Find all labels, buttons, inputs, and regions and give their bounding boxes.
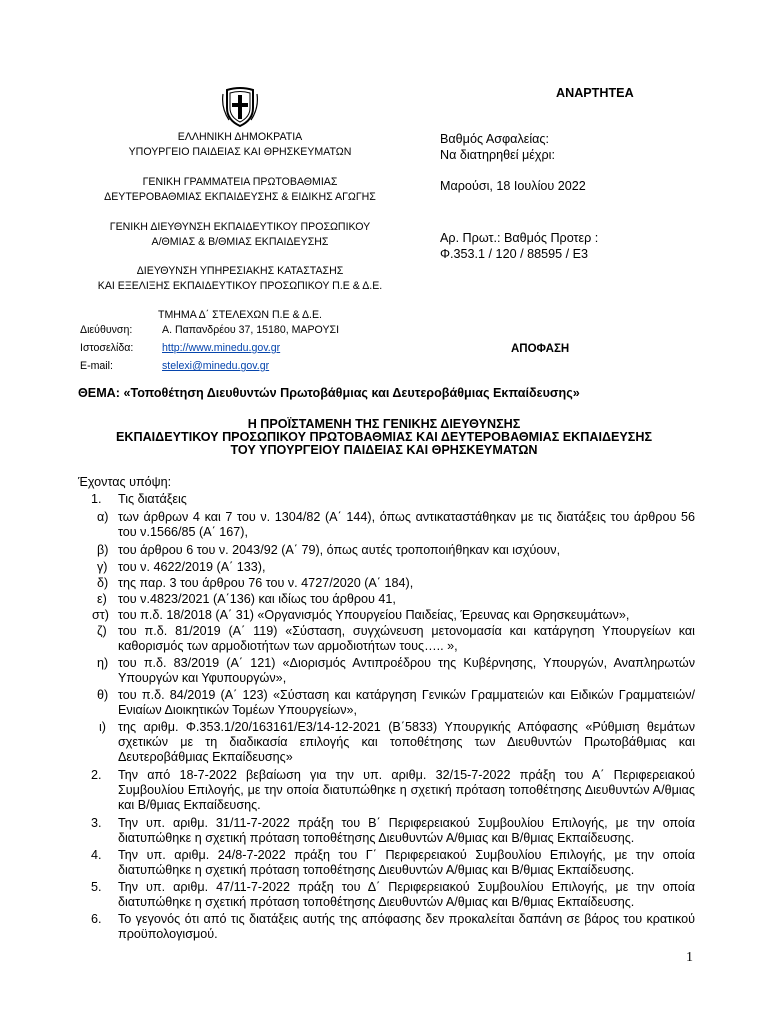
item-text: Τις διατάξεις — [118, 492, 187, 506]
document-type: ΑΠΟΦΑΣΗ — [511, 343, 570, 355]
sub-item-marker: δ) — [97, 576, 109, 590]
item-number: 6. — [91, 912, 102, 926]
item-text: Την από 18-7-2022 βεβαίωση για την υπ. αριθμ. 32/15-7-2022 πράξη του Α΄ Περιφερειακού Συμβουλίου Επιλογής, με την οποία διατυπώθηκε η σχετική πρόταση τοποθέτησης Διευθυντών Α/θμιας και Β/θμιας Εκπαίδευσης. — [118, 768, 695, 812]
item-number: 2. — [91, 768, 102, 782]
sub-item-text: του π.δ. 84/2019 (Α΄ 123) «Σύσταση και κατάργηση Γενικών Γραμματειών και Ειδικών Γραμματειών/Ενιαίων Διοικητικών Τομέων Υπουργείων», — [118, 688, 695, 717]
sub-item-marker: ι) — [99, 720, 106, 734]
sub-item-text: του ν. 4622/2019 (Α΄ 133), — [118, 560, 266, 574]
sub-item-marker: ζ) — [97, 624, 107, 638]
address-value: Α. Παπανδρέου 37, 15180, ΜΑΡΟΥΣΙ — [162, 324, 340, 336]
security-level: Βαθμός Ασφαλείας: — [440, 132, 549, 146]
sender-division-2: ΚΑΙ ΕΞΕΛΙΞΗΣ ΕΚΠΑΙΔΕΥΤΙΚΟΥ ΠΡΟΣΩΠΙΚΟΥ Π.Ε & Δ.Ε. — [97, 280, 383, 292]
item-number: 5. — [91, 880, 102, 894]
website-link[interactable]: http://www.minedu.gov.gr — [162, 342, 281, 354]
sender-directorate-1: ΓΕΝΙΚΗ ΔΙΕΥΘΥΝΣΗ ΕΚΠΑΙΔΕΥΤΙΚΟΥ ΠΡΟΣΩΠΙΚΟΥ — [109, 221, 371, 233]
sender-ministry: ΥΠΟΥΡΓΕΙΟ ΠΑΙΔΕΙΑΣ ΚΑΙ ΘΡΗΣΚΕΥΜΑΤΩΝ — [128, 146, 352, 158]
sender-secretariat-2: ΔΕΥΤΕΡΟΒΑΘΜΙΑΣ ΕΚΠΑΙΔΕΥΣΗΣ & ΕΙΔΙΚΗΣ ΑΓΩΓΗΣ — [104, 191, 376, 203]
sub-item-marker: γ) — [97, 560, 108, 574]
sub-item-text: της παρ. 3 του άρθρου 76 του ν. 4727/2020 (Α΄ 184), — [118, 576, 414, 590]
contact-block — [0, 322, 400, 372]
website-label: Ιστοσελίδα: — [80, 342, 134, 354]
sub-item-marker: α) — [97, 510, 109, 524]
sender-country: ΕΛΛΗΝΙΚΗ ΔΗΜΟΚΡΑΤΙΑ — [177, 131, 303, 143]
item-text: Την υπ. αριθμ. 24/8-7-2022 πράξη του Γ΄ Περιφερειακού Συμβουλίου Επιλογής, με την οποία διατυπώθηκε η σχετική πρόταση τοποθέτησης Διευθυντών Α/θμιας και Β/θμιας Εκπαίδευσης. — [118, 848, 695, 877]
sub-item-marker: στ) — [92, 608, 109, 622]
email-link[interactable]: stelexi@minedu.gov.gr — [162, 360, 270, 372]
considerations-list — [0, 492, 768, 942]
stamp-label: ΑΝΑΡΤΗΤΕΑ — [556, 86, 634, 100]
protocol-label: Αρ. Πρωτ.: Βαθμός Προτερ : — [440, 231, 599, 245]
sub-item-text: του άρθρου 6 του ν. 2043/92 (Α΄ 79), όπως αυτές τροποποιήθηκαν και ισχύουν, — [118, 543, 561, 557]
sub-item-marker: η) — [97, 656, 109, 670]
item-text: Το γεγονός ότι από τις διατάξεις αυτής της απόφασης δεν προκαλείται δαπάνη σε βάρος του κρατικού προϋπολογισμού. — [118, 912, 695, 941]
heading-line-1: Η ΠΡΟΪΣΤΑΜΕΝΗ ΤΗΣ ΓΕΝΙΚΗΣ ΔΙΕΥΘΥΝΣΗΣ — [247, 417, 521, 431]
item-number: 1. — [91, 492, 102, 506]
email-label: E-mail: — [80, 360, 113, 372]
sub-item-marker: β) — [97, 543, 109, 557]
considering-label: Έχοντας υπόψη: — [78, 475, 172, 489]
item-text: Την υπ. αριθμ. 47/11-7-2022 πράξη του Δ΄ Περιφερειακού Συμβουλίου Επιλογής, με την οποία διατυπώθηκε η σχετική πρόταση τοποθέτησης Διευθυντών Α/θμιας και Β/θμιας Εκπαίδευσης. — [118, 880, 695, 909]
sub-item-text: του π.δ. 81/2019 (Α΄ 119) «Σύσταση, συγχώνευση μετονομασία και κατάργηση Υπουργείων και καθορισμός των αρμοδιοτήτων των αρμοδιοτήτων τους….. », — [118, 624, 695, 653]
heading-line-2: ΕΚΠΑΙΔΕΥΤΙΚΟΥ ΠΡΟΣΩΠΙΚΟΥ ΠΡΩΤΟΒΑΘΜΙΑΣ ΚΑΙ ΔΕΥΤΕΡΟΒΑΘΜΙΑΣ ΕΚΠΑΙΔΕΥΣΗΣ — [115, 430, 653, 444]
sub-item-marker: ε) — [97, 592, 107, 606]
heading-line-3: ΤΟΥ ΥΠΟΥΡΓΕΙΟΥ ΠΑΙΔΕΙΑΣ ΚΑΙ ΘΡΗΣΚΕΥΜΑΤΩΝ — [230, 443, 538, 457]
keep-until: Να διατηρηθεί μέχρι: — [440, 148, 555, 162]
sub-item-text: του π.δ. 83/2019 (Α΄ 121) «Διορισμός Αντιπροέδρου της Κυβέρνησης, Υπουργών, Αναπληρωτών Υπουργών και Υφυπουργών», — [118, 656, 695, 685]
protocol-number: Φ.353.1 / 120 / 88595 / Ε3 — [440, 247, 588, 261]
sender-division-1: ΔΙΕΥΘΥΝΣΗ ΥΠΗΡΕΣΙΑΚΗΣ ΚΑΤΑΣΤΑΣΗΣ — [136, 265, 344, 277]
item-text: Την υπ. αριθμ. 31/11-7-2022 πράξη του Β΄ Περιφερειακού Συμβουλίου Επιλογής, με την οποία διατυπώθηκε η σχετική πρόταση τοποθέτησης Διευθυντών Α/θμιας και Β/θμιας Εκπαίδευσης. — [118, 816, 695, 845]
sender-directorate-2: Α/ΘΜΙΑΣ & Β/ΘΜΙΑΣ ΕΚΠΑΙΔΕΥΣΗΣ — [151, 236, 329, 248]
document-date: Μαρούσι, 18 Ιουλίου 2022 — [440, 179, 586, 193]
sender-department: ΤΜΗΜΑ Δ΄ ΣΤΕΛΕΧΩΝ Π.Ε & Δ.Ε. — [157, 309, 323, 321]
sub-item-text: της αριθμ. Φ.353.1/20/163161/Ε3/14-12-2021 (Β΄5833) Υπουργικής Απόφασης «Ρύθμιση θεμάτων σχετικών με τη διαδικασία επιλογής και τοποθέτησης των Διευθυντών Πρωτοβάθμιας και Δευτεροβάθμιας Εκπαίδευσης» — [118, 720, 695, 764]
item-number: 4. — [91, 848, 102, 862]
greek-coat-of-arms-icon — [221, 86, 259, 128]
subject-line: ΘΕΜΑ: «Τοποθέτηση Διευθυντών Πρωτοβάθμιας και Δευτεροβάθμιας Εκπαίδευσης» — [78, 386, 580, 400]
address-label: Διεύθυνση: — [80, 324, 133, 336]
item-number: 3. — [91, 816, 102, 830]
page-number: 1 — [686, 950, 693, 965]
sub-item-text: των άρθρων 4 και 7 του ν. 1304/82 (Α΄ 144), όπως αντικαταστάθηκαν με τις διατάξεις του άρθρου 56 του ν.1566/85 (Α΄ 167), — [118, 510, 695, 539]
sub-item-text: του ν.4823/2021 (Α΄136) και ιδίως του άρθρου 41, — [118, 592, 396, 606]
sender-secretariat-1: ΓΕΝΙΚΗ ΓΡΑΜΜΑΤΕΙΑ ΠΡΩΤΟΒΑΘΜΙΑΣ — [142, 176, 338, 188]
sub-item-marker: θ) — [97, 688, 109, 702]
sub-item-text: του π.δ. 18/2018 (Α΄ 31) «Οργανισμός Υπουργείου Παιδείας, Έρευνας και Θρησκευμάτων», — [118, 608, 630, 622]
